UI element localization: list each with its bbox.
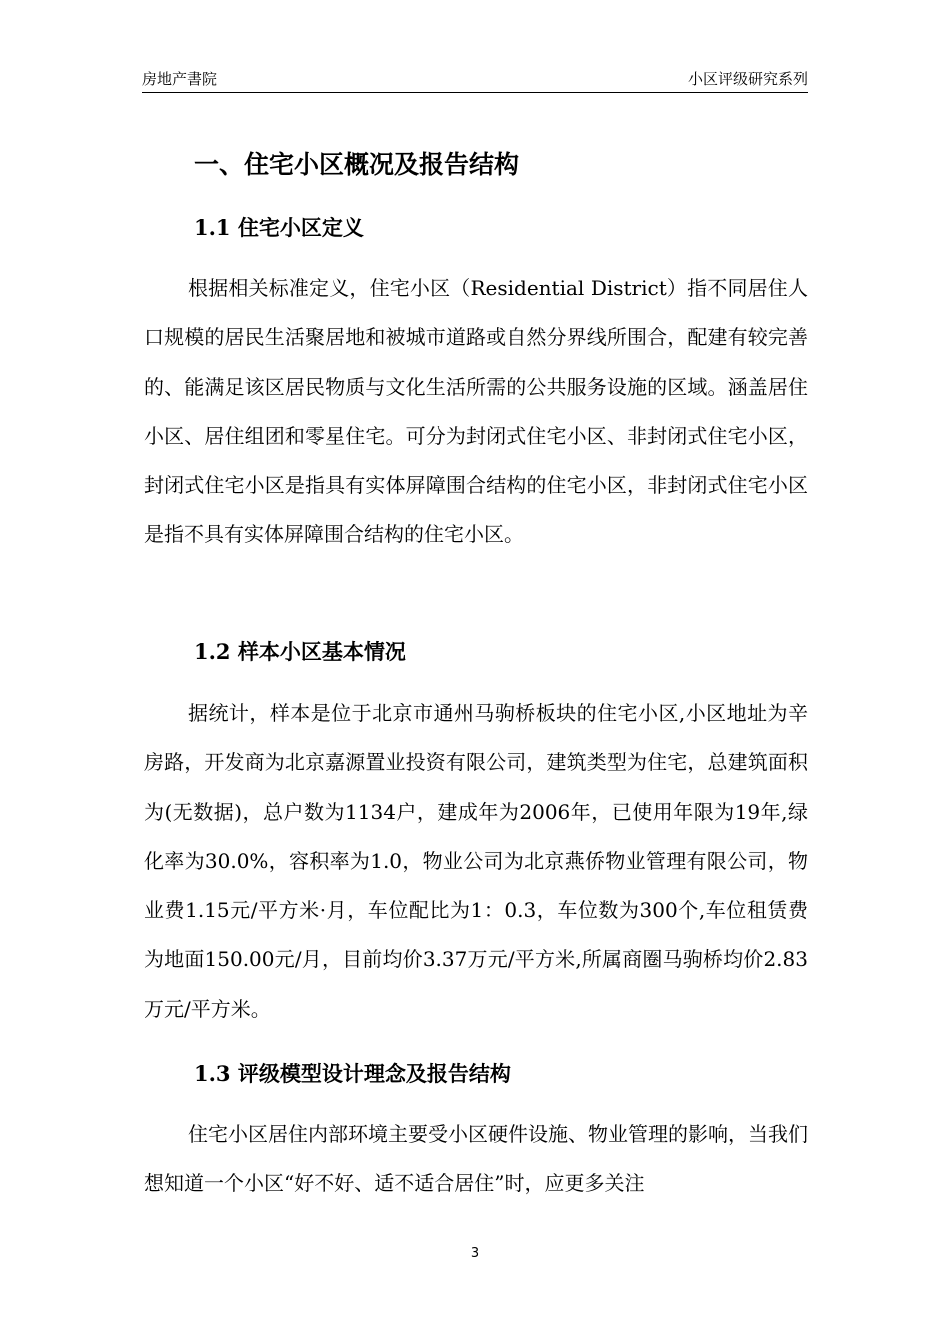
page-header (142, 66, 808, 93)
page-number: 3 (470, 1246, 480, 1261)
header-series-title: 小区评级研究系列 (687, 70, 808, 88)
paragraph-definition: 根据相关标准定义，住宅小区（Residential District）指不同居住人口规模的居民生活聚居地和被城市道路或自然分界线所围合，配建有较完善的、能满足该区居民物质与文化生活所需的公共服务设施的区域。涵盖居住小区、居住组团和零星住宅。可分为封闭式住宅小区、非封闭式住宅小区，封闭式住宅小区是指具有实体屏障围合结构的住宅小区，非封闭式住宅小区是指不具有实体屏障围合结构的住宅小区。 (144, 276, 808, 547)
subsection-heading-1-3: 1.3 评级模型设计理念及报告结构 (194, 1061, 511, 1086)
subsection-heading-1-1: 1.1 住宅小区定义 (194, 215, 364, 240)
paragraph-sample-overview: 据统计，样本是位于北京市通州马驹桥板块的住宅小区,小区地址为辛房路，开发商为北京嘉源置业投资有限公司，建筑类型为住宅，总建筑面积为(无数据)，总户数为1134户，建成年为2006年，已使用年限为19年,绿化率为30.0%，容积率为1.0，物业公司为北京燕侨物业管理有限公司，物业费1.15元/平方米·月，车位配比为1：0.3，车位数为300个,车位租赁费为地面150.00元/月，目前均价3.37万元/平方米,所属商圈马驹桥均价2.83万元/平方米。 (144, 701, 808, 1021)
header-publisher: 房地产書院 (142, 70, 218, 88)
subsection-heading-1-2: 1.2 样本小区基本情况 (194, 639, 406, 664)
section-title: 一、住宅小区概况及报告结构 (194, 150, 520, 179)
paragraph-model-design: 住宅小区居住内部环境主要受小区硬件设施、物业管理的影响，当我们想知道一个小区“好不好、适不适合居住”时，应更多关注 (144, 1122, 808, 1196)
